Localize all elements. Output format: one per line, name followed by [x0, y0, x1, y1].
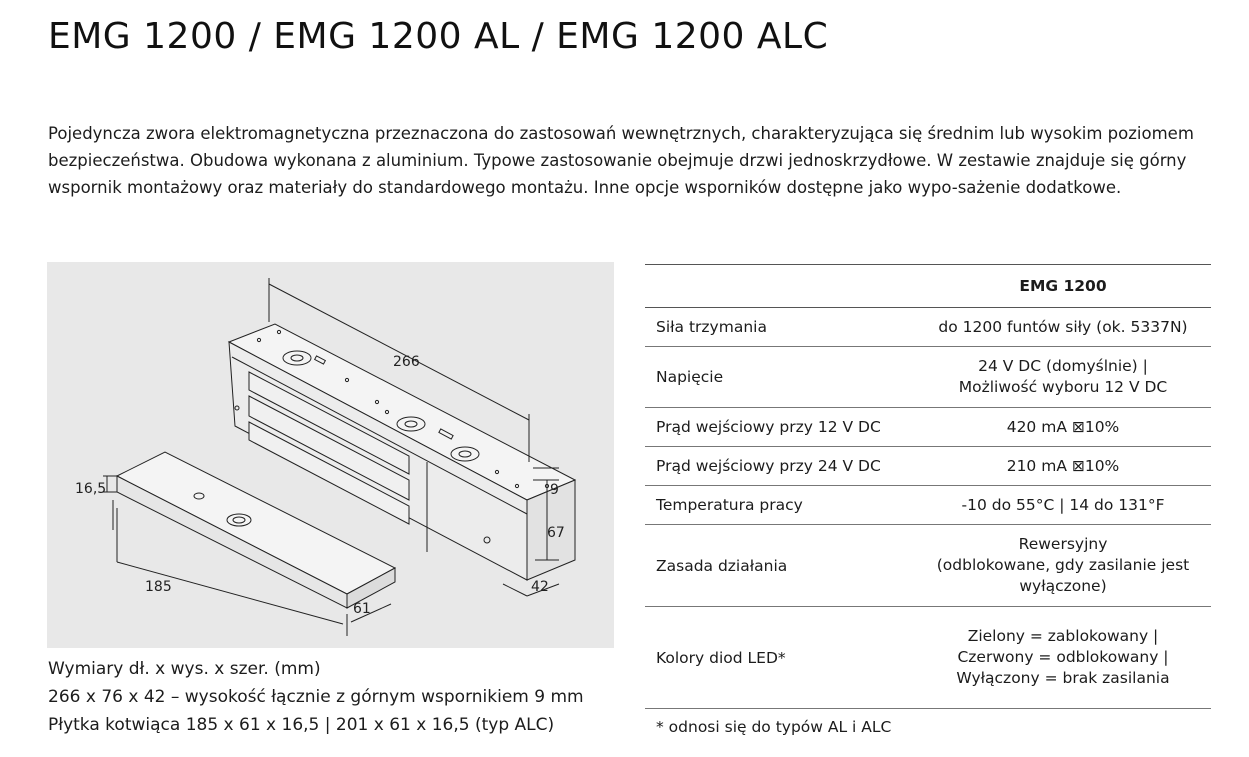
- dimensions-line-2: 266 x 76 x 42 – wysokość łącznie z górnym wspornikiem 9 mm: [48, 687, 584, 707]
- spec-value: [915, 347, 1211, 408]
- spec-value: [915, 447, 1211, 486]
- spec-value: [915, 308, 1211, 347]
- spec-label: Prąd wejściowy przy 24 V DC: [645, 447, 915, 486]
- dimensions-line-3: Płytka kotwiąca 185 x 61 x 16,5 | 201 x 61 x 16,5 (typ ALC): [48, 715, 555, 735]
- dim-bracket-label: 9: [550, 482, 559, 498]
- spec-value: [915, 486, 1211, 525]
- spec-value-line: -10 do 55°C | 14 do 131°F: [961, 495, 1165, 514]
- page-title: EMG 1200 / EMG 1200 AL / EMG 1200 ALC: [48, 16, 829, 57]
- spec-label: Zasada działania: [645, 525, 915, 607]
- spec-value-line: 420 mA ⊠10%: [1006, 417, 1120, 436]
- spec-header-empty: [645, 265, 915, 308]
- table-row: [645, 408, 1211, 447]
- spec-value-line: Zielony = zablokowany |: [967, 627, 1159, 645]
- spec-value: [915, 525, 1211, 607]
- footnote: * odnosi się do typów AL i ALC: [656, 718, 892, 736]
- spec-value-line: 210 mA ⊠10%: [1006, 456, 1120, 475]
- dim-length-label: 266: [393, 354, 420, 370]
- spec-value-line: Rewersyjny: [1018, 535, 1108, 553]
- table-row: [645, 486, 1211, 525]
- dim-plate-width-label: 61: [353, 601, 371, 617]
- spec-label: Napięcie: [645, 347, 915, 408]
- dimensions-line-1: Wymiary dł. x wys. x szer. (mm): [48, 659, 321, 679]
- product-description: Pojedyncza zwora elektromagnetyczna przeznaczona do zastosowań wewnętrznych, charakteryzująca się średnim lub wysokim poziomem bezpieczeństwa. Obudowa wykonana z aluminium. Typowe zastosowanie obejmuje drzwi jednoskrzydłowe. W zestawie znajduje się górny wspornik montażowy oraz materiały do standardowego montażu. Inne opcje wsporników dostępne jako wypo-sażenie dodatkowe.: [48, 124, 1194, 197]
- table-row: [645, 447, 1211, 486]
- dim-plate-thickness-label: 16,5: [75, 481, 107, 497]
- spec-table: [645, 264, 1211, 709]
- spec-label: Siła trzymania: [645, 308, 915, 347]
- dimensions-text: [48, 655, 584, 739]
- dim-depth-label: 42: [531, 579, 549, 595]
- spec-value: [915, 607, 1211, 709]
- dimension-drawing-svg: [47, 262, 614, 648]
- dimension-drawing: [47, 262, 614, 648]
- table-row: [645, 308, 1211, 347]
- spec-value-line: (odblokowane, gdy zasilanie jest: [936, 556, 1190, 574]
- table-row: [645, 347, 1211, 408]
- spec-label: Prąd wejściowy przy 12 V DC: [645, 408, 915, 447]
- spec-value-line: Możliwość wyboru 12 V DC: [958, 378, 1168, 396]
- dim-plate-length-label: 185: [145, 579, 172, 595]
- spec-value-line: 24 V DC (domyślnie) |: [978, 357, 1148, 375]
- table-row: [645, 607, 1211, 709]
- spec-label: Kolory diod LED*: [645, 607, 915, 709]
- spec-value-line: wyłączone): [1019, 577, 1107, 595]
- spec-value-line: Wyłączony = brak zasilania: [956, 669, 1170, 687]
- dim-height-label: 67: [547, 525, 565, 541]
- table-row: [645, 525, 1211, 607]
- spec-value-line: Czerwony = odblokowany |: [957, 648, 1169, 666]
- spec-value-line: do 1200 funtów siły (ok. 5337N): [938, 317, 1188, 336]
- spec-header-row: [645, 265, 1211, 308]
- spec-value: [915, 408, 1211, 447]
- spec-header-model: EMG 1200: [915, 265, 1211, 308]
- spec-label: Temperatura pracy: [645, 486, 915, 525]
